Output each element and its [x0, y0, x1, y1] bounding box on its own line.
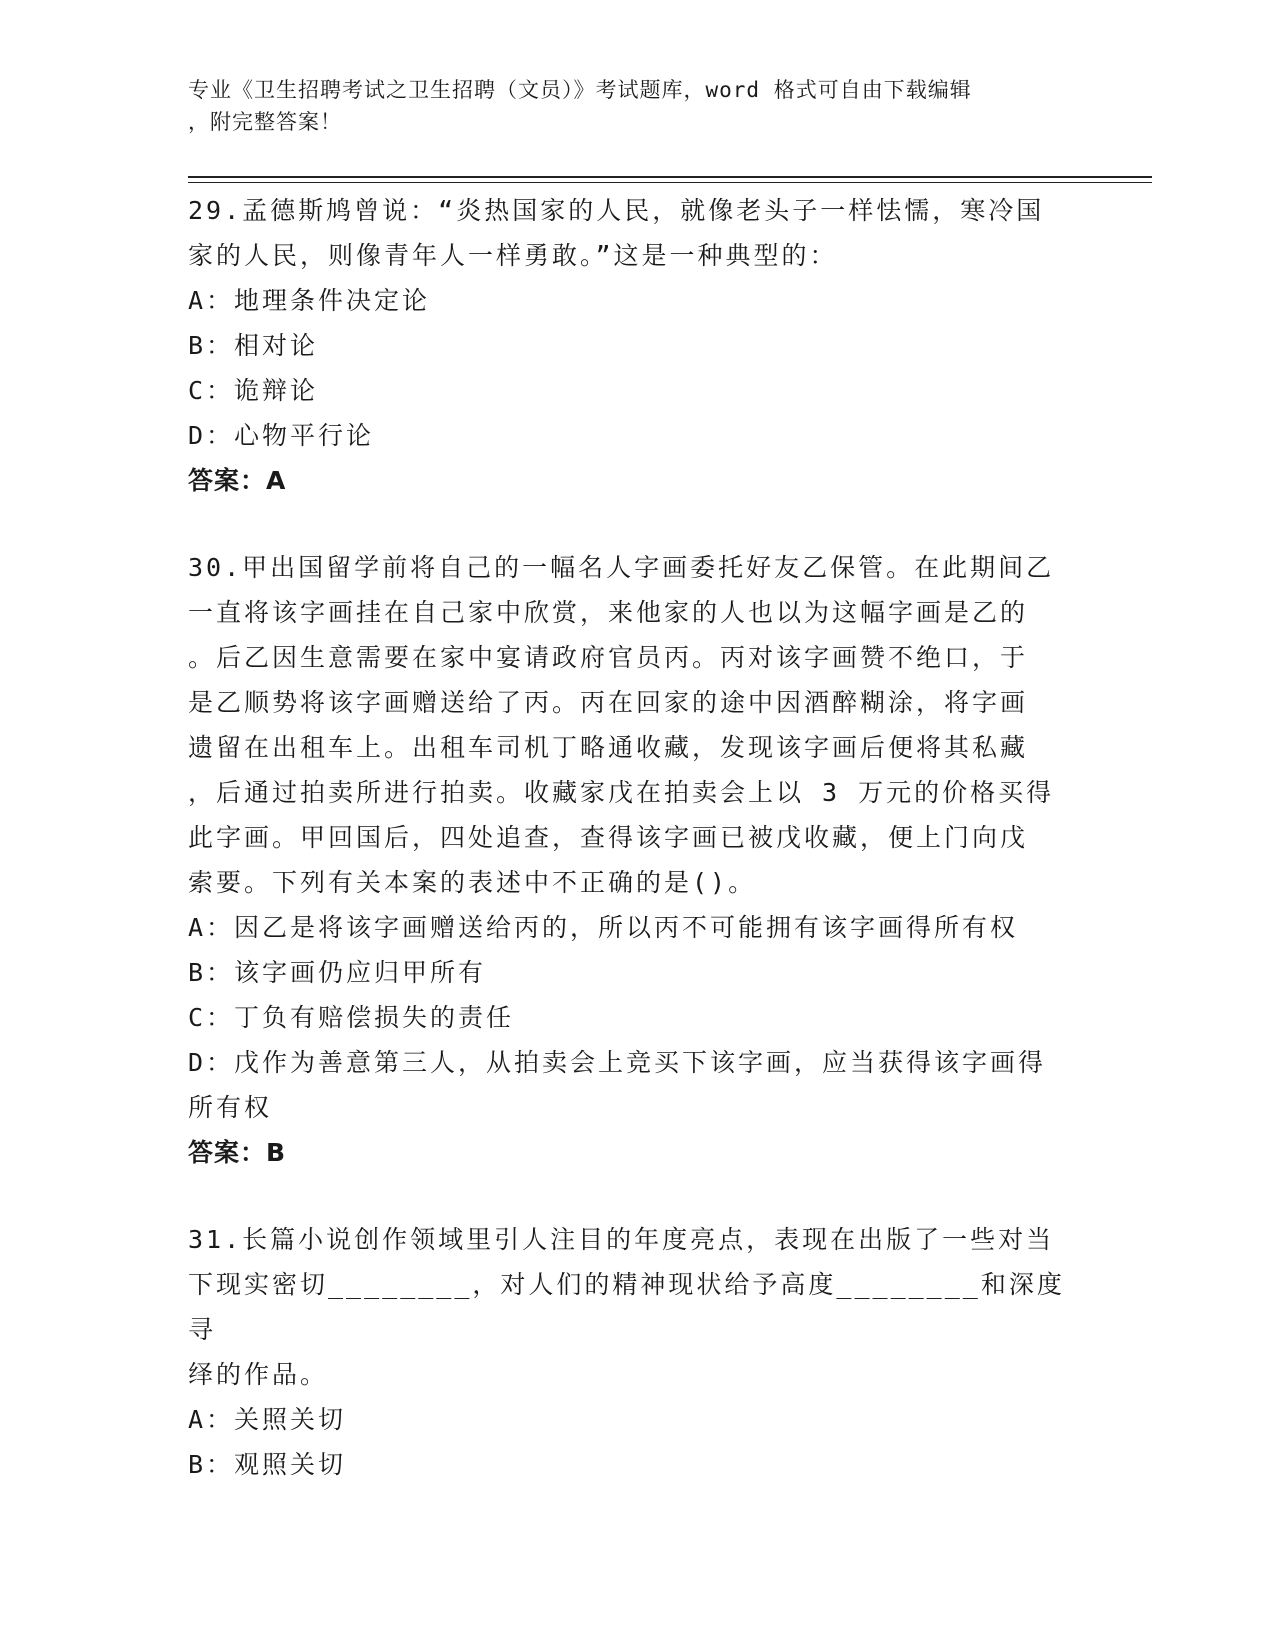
- option-c: C：诡辩论: [188, 376, 319, 405]
- question-stem-line: 下现实密切________，对人们的精神现状给予高度________和深度寻: [188, 1270, 1065, 1344]
- question-list: [188, 188, 1078, 1487]
- question-stem-line: 是乙顺势将该字画赠送给了丙。丙在回家的途中因酒醉糊涂，将字画: [188, 688, 1029, 717]
- question-stem-line: 一直将该字画挂在自己家中欣赏，来他家的人也以为这幅字画是乙的: [188, 598, 1029, 627]
- question-stem-line: 索要。下列有关本案的表述中不正确的是()。: [188, 868, 757, 897]
- option-a: A：地理条件决定论: [188, 286, 431, 315]
- option-d: D：心物平行论: [188, 421, 375, 450]
- option-b: B：该字画仍应归甲所有: [188, 958, 487, 987]
- option-b: B：观照关切: [188, 1450, 347, 1479]
- question-29: [188, 188, 1078, 503]
- question-stem-line: 。后乙因生意需要在家中宴请政府官员丙。丙对该字画赞不绝口，于: [188, 643, 1029, 672]
- header-line-2: ，附完整答案！: [188, 110, 342, 134]
- header-divider-thin: [188, 182, 1152, 183]
- option-c: C：丁负有赔偿损失的责任: [188, 1003, 515, 1032]
- document-header: [188, 74, 1068, 138]
- option-d: D：戊作为善意第三人，从拍卖会上竞买下该字画，应当获得该字画得: [188, 1048, 1047, 1077]
- question-stem-line: 30.甲出国留学前将自己的一幅名人字画委托好友乙保管。在此期间乙: [188, 553, 1055, 582]
- option-a: A：关照关切: [188, 1405, 347, 1434]
- question-stem-line: 遗留在出租车上。出租车司机丁略通收藏，发现该字画后便将其私藏: [188, 733, 1029, 762]
- option-b: B：相对论: [188, 331, 319, 360]
- question-31: [188, 1217, 1078, 1487]
- option-d-continued: 所有权: [188, 1093, 273, 1122]
- question-stem-line: 31.长篇小说创作领域里引人注目的年度亮点，表现在出版了一些对当: [188, 1225, 1055, 1254]
- question-stem-line: 家的人民，则像青年人一样勇敢。”这是一种典型的：: [188, 241, 838, 270]
- answer-line: 答案：B: [188, 1138, 287, 1167]
- question-stem-line: 此字画。甲回国后，四处追查，查得该字画已被戊收藏，便上门向戊: [188, 823, 1029, 852]
- question-stem-line: ，后通过拍卖所进行拍卖。收藏家戊在拍卖会上以 3 万元的价格买得: [188, 778, 1055, 807]
- option-a: A：因乙是将该字画赠送给丙的，所以丙不可能拥有该字画得所有权: [188, 913, 1019, 942]
- question-spacer: [188, 1175, 1078, 1217]
- question-stem-line: 绎的作品。: [188, 1360, 329, 1389]
- question-stem-line: 29.孟德斯鸠曾说：“炎热国家的人民，就像老头子一样怯懦，寒冷国: [188, 196, 1045, 225]
- header-divider-thick: [188, 176, 1152, 178]
- answer-line: 答案：A: [188, 466, 287, 495]
- header-line-1: 专业《卫生招聘考试之卫生招聘（文员）》考试题库，word 格式可自由下载编辑: [188, 78, 972, 102]
- question-30: [188, 545, 1078, 1175]
- question-spacer: [188, 503, 1078, 545]
